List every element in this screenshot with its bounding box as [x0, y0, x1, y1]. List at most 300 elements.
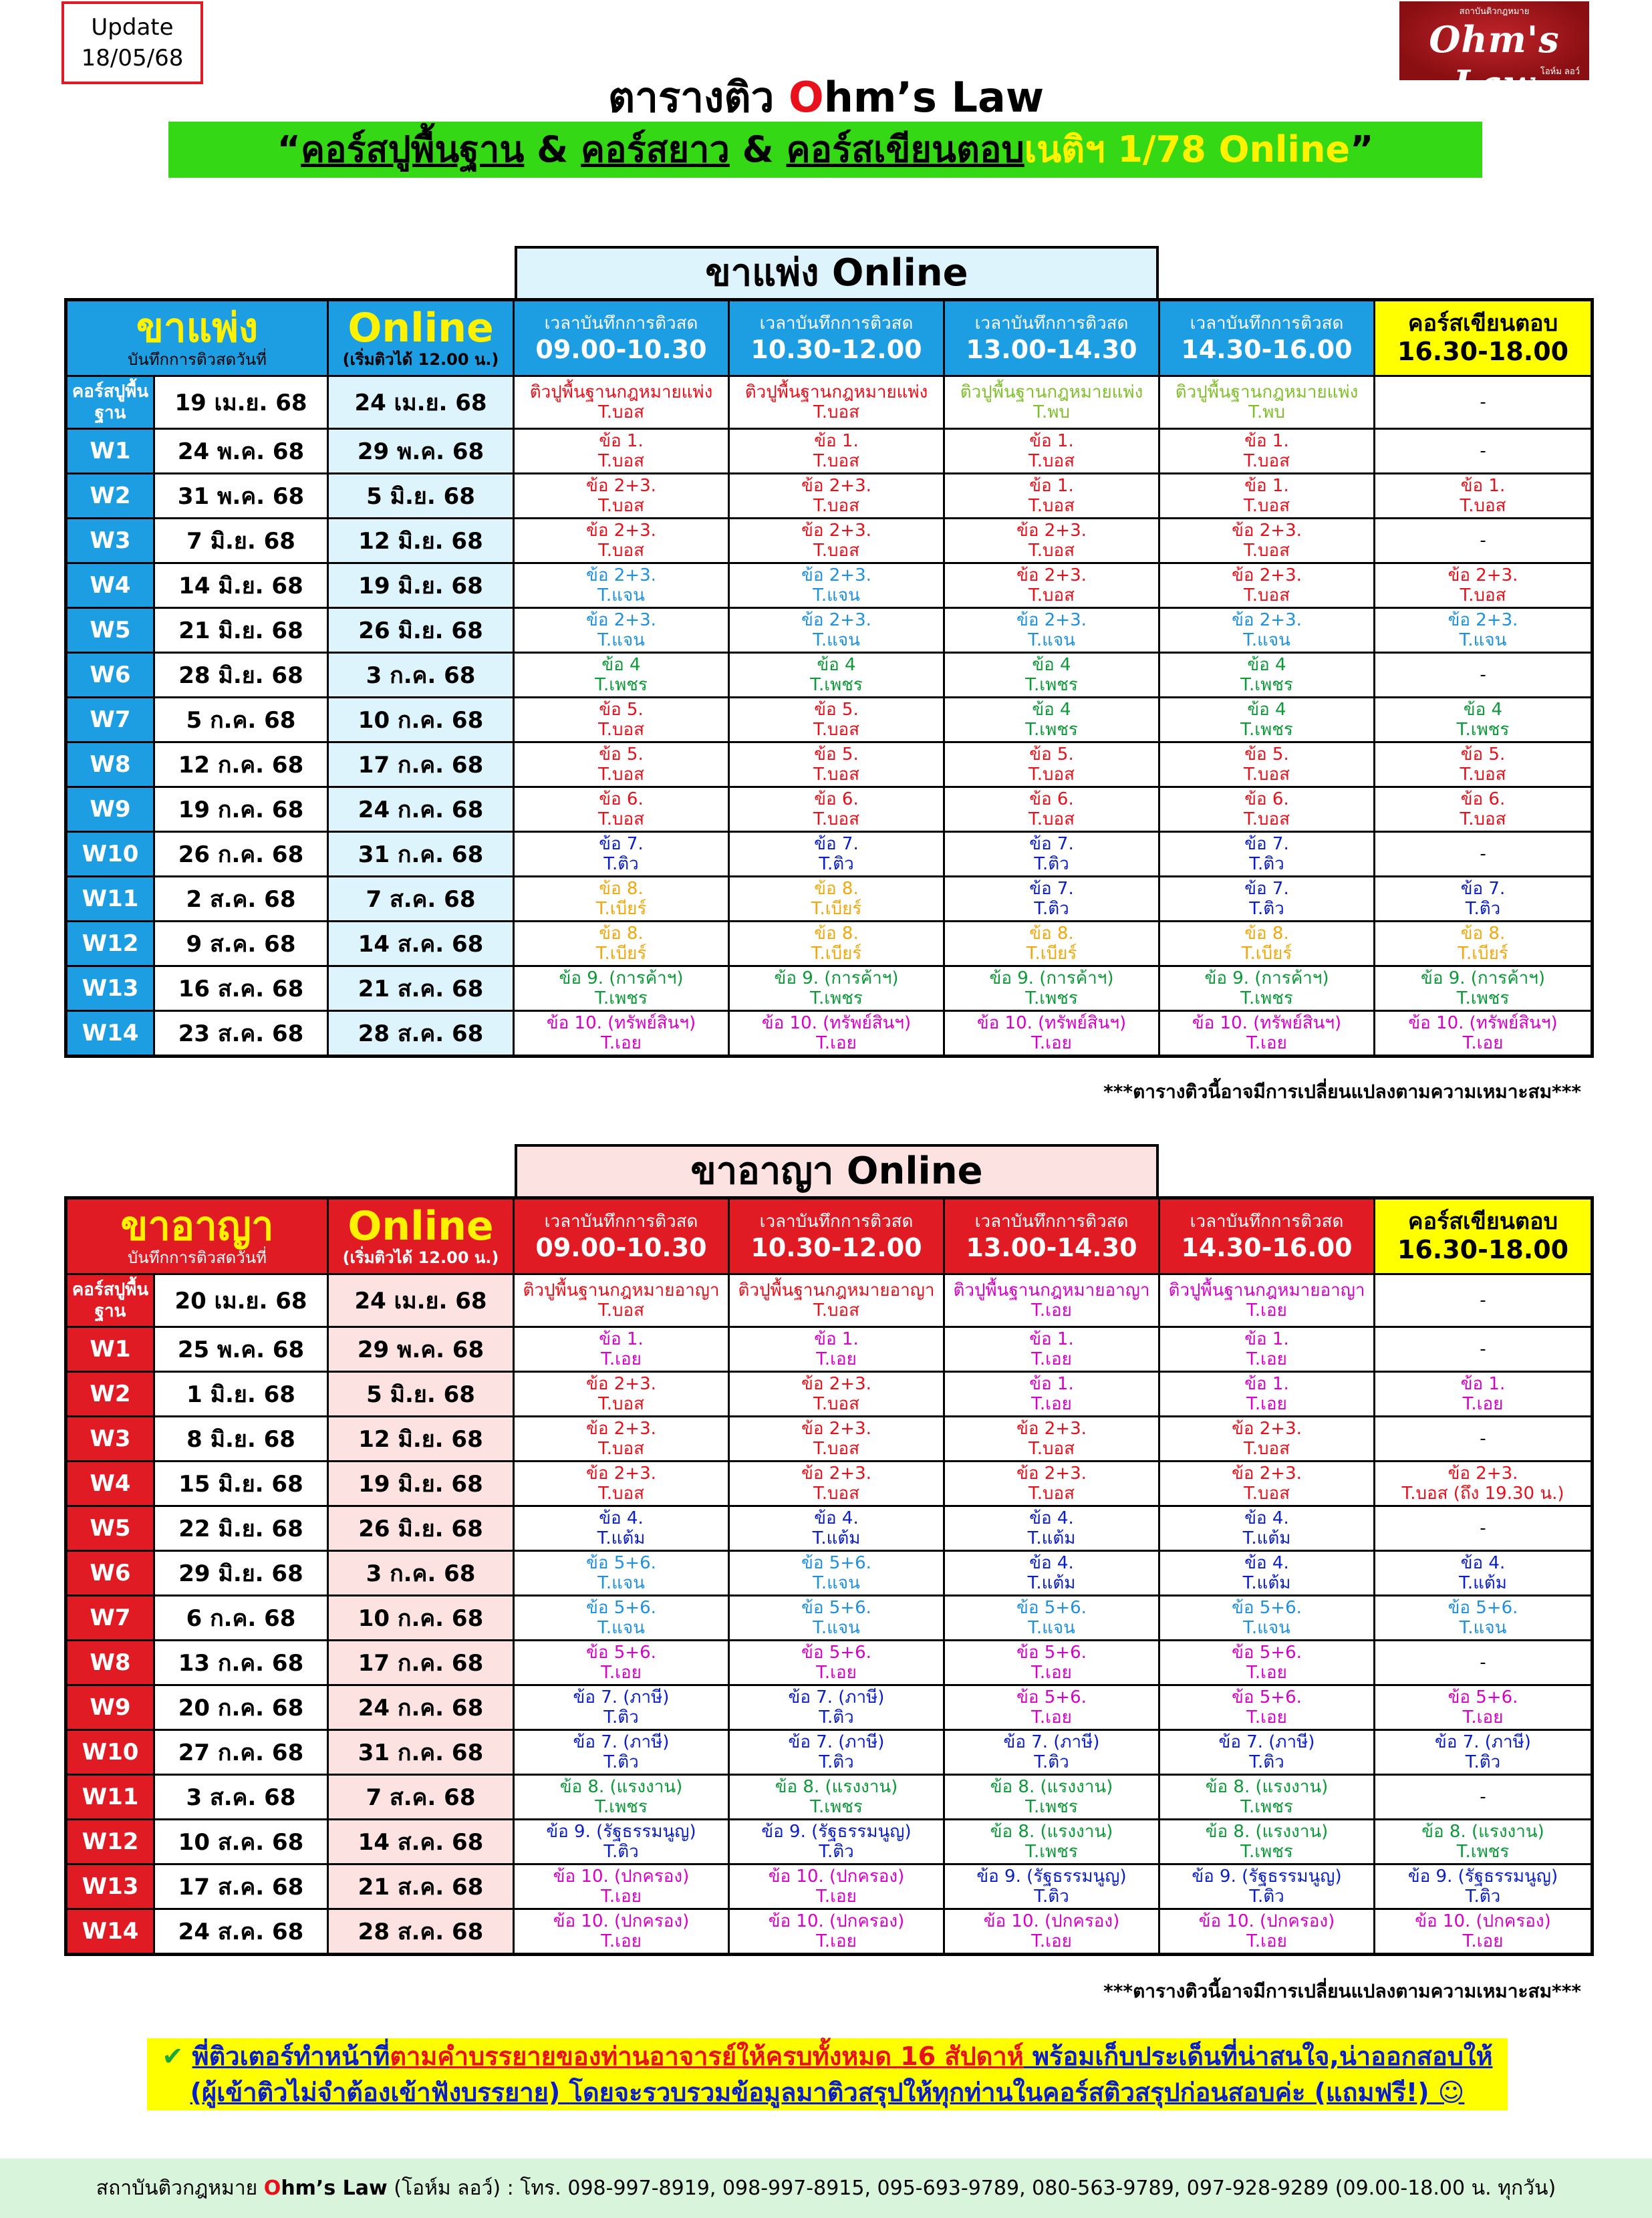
table-row	[66, 1551, 1593, 1596]
class-tutor: T.บอส	[813, 765, 860, 785]
class-tutor: T.ติว	[1034, 899, 1069, 919]
record-date: 23 ส.ค. 68	[154, 1011, 328, 1057]
civil-schedule-table	[64, 298, 1594, 1058]
class-cell	[514, 474, 729, 519]
class-tutor: T.บอส	[597, 402, 645, 422]
online-date: 7 ส.ค. 68	[328, 1775, 514, 1820]
civil-writing-course	[1375, 300, 1593, 376]
class-cell	[514, 832, 729, 877]
class-cell	[1159, 1864, 1375, 1909]
class-cell	[514, 742, 729, 787]
class-cell	[1159, 429, 1375, 474]
table-row	[66, 922, 1593, 966]
class-tutor: T.ติว	[1249, 1752, 1284, 1772]
class-topic: ข้อ 9. (รัฐธรรมนูญ)	[761, 1822, 912, 1842]
class-tutor: T.เบียร์	[1458, 944, 1508, 964]
online-date: 14 ส.ค. 68	[328, 922, 514, 966]
online-date: 19 มิ.ย. 68	[328, 1462, 514, 1506]
record-date: 14 มิ.ย. 68	[154, 563, 328, 608]
class-tutor: T.ติว	[603, 854, 639, 874]
record-date: 20 เม.ย. 68	[154, 1274, 328, 1327]
class-tutor: T.พบ	[1248, 402, 1285, 422]
week-label: W1	[66, 1327, 154, 1372]
class-topic: ข้อ 9. (การค้าฯ)	[774, 968, 899, 988]
class-topic: ข้อ 5+6.	[1232, 1687, 1302, 1707]
page-title	[0, 70, 1652, 126]
class-topic: ข้อ 8.	[1029, 924, 1074, 944]
record-date: 22 มิ.ย. 68	[154, 1506, 328, 1551]
class-tutor: T.แต้ม	[1242, 1573, 1291, 1593]
class-cell	[514, 1506, 729, 1551]
class-cell	[1375, 1685, 1593, 1730]
slot-time: 13.00-14.30	[966, 1233, 1137, 1262]
week-label: คอร์สปูพื้นฐาน	[66, 1274, 154, 1327]
class-cell	[1375, 474, 1593, 519]
record-date: 3 ส.ค. 68	[154, 1775, 328, 1820]
class-cell	[1159, 1417, 1375, 1462]
class-tutor: T.เอย	[1246, 1931, 1287, 1951]
table-row	[66, 1596, 1593, 1641]
class-cell	[514, 1685, 729, 1730]
class-cell	[1159, 922, 1375, 966]
table-row	[66, 429, 1593, 474]
class-tutor: T.แจน	[597, 630, 645, 650]
class-tutor: T.แจน	[1459, 630, 1507, 650]
subtitle-course-basic: คอร์สปูพื้นฐาน	[300, 128, 525, 170]
week-label: W14	[66, 1909, 154, 1955]
class-tutor: T.บอส	[597, 496, 645, 516]
class-cell	[944, 653, 1159, 698]
writing-time: 16.30-18.00	[1397, 1235, 1569, 1264]
class-topic: ข้อ 7. (ภาษี)	[1003, 1732, 1100, 1752]
class-tutor: T.บอส	[813, 402, 860, 422]
class-tutor: T.เอย	[601, 1663, 642, 1683]
week-label: W12	[66, 1820, 154, 1864]
class-topic: ข้อ 1.	[599, 1329, 644, 1349]
class-topic: ข้อ 9. (การค้าฯ)	[989, 968, 1114, 988]
class-cell	[514, 1864, 729, 1909]
class-cell	[729, 1506, 944, 1551]
empty-slot: -	[1375, 376, 1593, 429]
class-cell	[1375, 922, 1593, 966]
online-date: 21 ส.ค. 68	[328, 966, 514, 1011]
class-tutor: T.ติว	[1465, 1752, 1501, 1772]
class-cell	[1375, 1909, 1593, 1955]
class-tutor: T.เอย	[1246, 1707, 1287, 1727]
class-topic: ข้อ 9. (รัฐธรรมนูญ)	[1407, 1866, 1558, 1887]
class-topic: ข้อ 4	[1247, 655, 1286, 675]
criminal-slot-4	[1159, 1198, 1375, 1274]
slot-time: 09.00-10.30	[535, 1233, 707, 1262]
class-tutor: T.ติว	[603, 1707, 639, 1727]
class-tutor: T.เอย	[1031, 1300, 1072, 1321]
class-tutor: T.เพชร	[595, 675, 648, 695]
class-tutor: T.บอส	[1028, 1484, 1075, 1504]
empty-slot: -	[1375, 1274, 1593, 1327]
class-tutor: T.บอส	[1460, 585, 1506, 605]
class-cell	[944, 519, 1159, 563]
class-topic: ข้อ 1.	[814, 431, 859, 451]
announcement-text	[147, 2038, 1508, 2110]
class-cell	[1159, 1641, 1375, 1685]
class-tutor: T.ติว	[603, 1842, 639, 1862]
table-row	[66, 1641, 1593, 1685]
class-topic: ข้อ 10. (ปกครอง)	[1415, 1911, 1551, 1931]
class-tutor: T.ติว	[1034, 1752, 1069, 1772]
class-tutor: T.แจน	[597, 1573, 645, 1593]
class-tutor: T.บอส	[1028, 585, 1075, 605]
table-row	[66, 1327, 1593, 1372]
class-topic: ติวปูพื้นฐานกฎหมายแพ่ง	[960, 382, 1143, 402]
online-date: 24 เม.ย. 68	[328, 376, 514, 429]
announcement-part-2: ตามคำบรรยายของท่านอาจารย์ให้ครบทั้งหมด 16 สัปดาห์	[390, 2042, 1024, 2071]
class-tutor: T.เพชร	[1456, 1842, 1510, 1862]
class-cell	[1159, 1274, 1375, 1327]
class-tutor: T.แต้ม	[812, 1528, 861, 1548]
subtitle-course-writing: คอร์สเขียนตอบ	[786, 128, 1024, 170]
class-topic: ข้อ 9. (รัฐธรรมนูญ)	[546, 1822, 696, 1842]
class-topic: ข้อ 5+6.	[586, 1598, 656, 1618]
class-cell	[514, 1596, 729, 1641]
class-topic: ข้อ 8. (แรงงาน)	[1205, 1777, 1329, 1797]
class-cell	[944, 563, 1159, 608]
class-tutor: T.เพชร	[1456, 720, 1510, 740]
class-tutor: T.บอส	[1243, 765, 1290, 785]
criminal-group-title: ขาอาญา	[120, 1203, 274, 1250]
class-cell	[514, 1775, 729, 1820]
slot-label: เวลาบันทึกการติวสด	[544, 313, 698, 333]
class-tutor: T.บอส	[813, 451, 860, 471]
class-topic: ข้อ 9. (รัฐธรรมนูญ)	[976, 1866, 1127, 1887]
class-tutor: T.เบียร์	[811, 944, 862, 964]
class-topic: ข้อ 1.	[1244, 476, 1289, 496]
class-cell	[1159, 1506, 1375, 1551]
class-cell	[514, 1274, 729, 1327]
class-tutor: T.บอส	[597, 720, 645, 740]
class-topic: ข้อ 5.	[599, 700, 644, 720]
slot-label: เวลาบันทึกการติวสด	[759, 313, 914, 333]
criminal-online-title-cell	[328, 1198, 514, 1274]
class-cell	[1159, 698, 1375, 742]
class-cell	[1159, 474, 1375, 519]
criminal-record-sub: บันทึกการติวสดวันที่	[128, 1248, 267, 1267]
class-topic: ข้อ 9. (รัฐธรรมนูญ)	[1192, 1866, 1342, 1887]
class-tutor: T.เอย	[601, 1349, 642, 1369]
logo-institute: สถาบันติวกฎหมาย	[1459, 7, 1530, 17]
class-tutor: T.เอย	[1246, 1394, 1287, 1414]
class-cell	[1159, 1820, 1375, 1864]
class-tutor: T.พบ	[1033, 402, 1070, 422]
week-label: W6	[66, 1551, 154, 1596]
online-date: 14 ส.ค. 68	[328, 1820, 514, 1864]
online-date: 24 ก.ค. 68	[328, 787, 514, 832]
class-tutor: T.แจน	[1028, 1618, 1075, 1638]
class-cell	[729, 877, 944, 922]
class-tutor: T.บอส	[597, 1394, 645, 1414]
class-topic: ข้อ 5+6.	[801, 1553, 871, 1573]
class-cell	[1159, 1685, 1375, 1730]
class-cell	[1375, 563, 1593, 608]
empty-slot: -	[1375, 1327, 1593, 1372]
class-topic: ข้อ 7.	[1029, 879, 1074, 899]
week-label: W14	[66, 1011, 154, 1057]
civil-group-title: ขาแพ่ง	[136, 305, 259, 352]
criminal-writing-course	[1375, 1198, 1593, 1274]
class-tutor: T.เอย	[1031, 1663, 1072, 1683]
slot-label: เวลาบันทึกการติวสด	[1190, 313, 1344, 333]
class-tutor: T.แต้ม	[1027, 1528, 1076, 1548]
class-tutor: T.บอส	[1243, 496, 1290, 516]
table-row	[66, 1372, 1593, 1417]
update-date: 18/05/68	[81, 45, 184, 72]
class-topic: ข้อ 2+3.	[1016, 610, 1087, 630]
class-topic: ข้อ 2+3.	[801, 1464, 871, 1484]
class-cell	[1159, 1462, 1375, 1506]
class-topic: ข้อ 2+3.	[801, 610, 871, 630]
class-tutor: T.บอส	[597, 765, 645, 785]
class-tutor: T.บอส	[813, 1484, 860, 1504]
footer-brand-o: O	[263, 2177, 281, 2200]
table-row	[66, 966, 1593, 1011]
week-label: W7	[66, 1596, 154, 1641]
class-topic: ติวปูพื้นฐานกฎหมายอาญา	[523, 1280, 720, 1300]
record-date: 24 ส.ค. 68	[154, 1909, 328, 1955]
class-cell	[1375, 787, 1593, 832]
class-topic: ข้อ 1.	[1244, 431, 1289, 451]
record-date: 20 ก.ค. 68	[154, 1685, 328, 1730]
class-tutor: T.บอส	[813, 496, 860, 516]
slot-time: 10.30-12.00	[750, 335, 922, 364]
class-tutor: T.แจน	[597, 585, 645, 605]
announcement-part-1: พี่ติวเตอร์ทำหน้าที่	[192, 2042, 390, 2071]
class-cell	[1375, 966, 1593, 1011]
class-topic: ติวปูพื้นฐานกฎหมายแพ่ง	[744, 382, 928, 402]
class-tutor: T.บอส	[597, 541, 645, 561]
class-topic: ข้อ 2+3.	[801, 521, 871, 541]
class-tutor: T.บอส	[1028, 765, 1075, 785]
class-tutor: T.แต้ม	[1459, 1573, 1507, 1593]
class-tutor: T.ติว	[1465, 1887, 1501, 1907]
table-row	[66, 1417, 1593, 1462]
class-topic: ข้อ 5+6.	[801, 1598, 871, 1618]
class-topic: ข้อ 2+3.	[1016, 1464, 1087, 1484]
class-tutor: T.เพชร	[1025, 720, 1078, 740]
class-topic: ข้อ 7.	[1244, 834, 1289, 854]
class-tutor: T.บอส	[597, 451, 645, 471]
class-cell	[944, 742, 1159, 787]
class-topic: ข้อ 4.	[814, 1508, 859, 1528]
class-tutor: T.เพชร	[1025, 1797, 1078, 1817]
record-date: 15 มิ.ย. 68	[154, 1462, 328, 1506]
class-topic: ข้อ 6.	[1244, 789, 1289, 809]
class-topic: ข้อ 1.	[1029, 431, 1074, 451]
record-date: 21 มิ.ย. 68	[154, 608, 328, 653]
online-date: 28 ส.ค. 68	[328, 1011, 514, 1057]
class-cell	[729, 429, 944, 474]
slot-time: 09.00-10.30	[535, 335, 707, 364]
class-cell	[1159, 1372, 1375, 1417]
class-tutor: T.เอย	[1031, 1394, 1072, 1414]
class-tutor: T.ติว	[1249, 899, 1284, 919]
class-cell	[1375, 1551, 1593, 1596]
class-tutor: T.เอย	[1462, 1931, 1504, 1951]
class-tutor: T.แต้ม	[597, 1528, 646, 1548]
class-tutor: T.เบียร์	[1241, 944, 1292, 964]
record-date: 28 มิ.ย. 68	[154, 653, 328, 698]
class-topic: ข้อ 10. (ปกครอง)	[768, 1866, 905, 1887]
class-topic: ข้อ 8. (แรงงาน)	[990, 1777, 1113, 1797]
class-cell	[944, 474, 1159, 519]
class-cell	[729, 608, 944, 653]
class-cell	[1375, 1730, 1593, 1775]
slot-label: เวลาบันทึกการติวสด	[974, 1212, 1129, 1232]
class-cell	[729, 787, 944, 832]
class-cell	[944, 1417, 1159, 1462]
table-row	[66, 653, 1593, 698]
class-tutor: T.บอส	[813, 720, 860, 740]
record-date: 25 พ.ค. 68	[154, 1327, 328, 1372]
class-cell	[514, 608, 729, 653]
civil-slot-2	[729, 300, 944, 376]
class-topic: ข้อ 4.	[1029, 1508, 1074, 1528]
empty-slot: -	[1375, 1417, 1593, 1462]
class-cell	[514, 787, 729, 832]
online-date: 31 ก.ค. 68	[328, 1730, 514, 1775]
class-cell	[1159, 1730, 1375, 1775]
empty-slot: -	[1375, 429, 1593, 474]
class-tutor: T.เอย	[816, 1033, 857, 1053]
class-topic: ข้อ 5+6.	[801, 1643, 871, 1663]
week-label: W5	[66, 1506, 154, 1551]
class-topic: ข้อ 5+6.	[1016, 1687, 1087, 1707]
announcement-part-3: พร้อมเก็บประเด็นที่น่าสนใจ,น่าออกสอบให้	[1023, 2042, 1493, 2071]
class-topic: ข้อ 4	[1463, 700, 1503, 720]
class-topic: ข้อ 2+3.	[586, 476, 656, 496]
class-tutor: T.เพชร	[1240, 988, 1293, 1008]
class-topic: ติวปูพื้นฐานกฎหมายอาญา	[953, 1280, 1150, 1300]
record-date: 9 ส.ค. 68	[154, 922, 328, 966]
class-cell	[944, 698, 1159, 742]
class-tutor: T.เอย	[816, 1663, 857, 1683]
class-tutor: T.เอย	[601, 1887, 642, 1907]
subtitle-session: เนติฯ 1/78 Online	[1024, 128, 1351, 170]
table-row	[66, 474, 1593, 519]
class-tutor: T.ติว	[1034, 854, 1069, 874]
table-row	[66, 1909, 1593, 1955]
class-cell	[944, 1909, 1159, 1955]
class-topic: ข้อ 8.	[1244, 924, 1289, 944]
class-cell	[1159, 608, 1375, 653]
week-label: W2	[66, 1372, 154, 1417]
class-cell	[1159, 966, 1375, 1011]
table-row	[66, 1864, 1593, 1909]
class-tutor: T.ติว	[603, 1752, 639, 1772]
class-topic: ข้อ 2+3.	[1016, 1419, 1087, 1439]
announcement-line-2: (ผู้เข้าติวไม่จำต้องเข้าฟังบรรยาย) โดยจะรวบรวมข้อมูลมาติวสรุปให้ทุกท่านในคอร์สติวสรุปก่อนสอบค่ะ (แถมฟรี!) ☺	[190, 2078, 1465, 2107]
class-tutor: T.ติว	[819, 1752, 854, 1772]
class-cell	[514, 1551, 729, 1596]
week-label: W10	[66, 1730, 154, 1775]
class-tutor: T.บอส	[1243, 451, 1290, 471]
class-cell	[514, 376, 729, 429]
class-topic: ข้อ 4.	[599, 1508, 644, 1528]
civil-slot-4	[1159, 300, 1375, 376]
online-date: 10 ก.ค. 68	[328, 698, 514, 742]
class-tutor: T.เอย	[1031, 1349, 1072, 1369]
table-row	[66, 877, 1593, 922]
class-tutor: T.เอย	[1246, 1300, 1287, 1321]
online-date: 26 มิ.ย. 68	[328, 1506, 514, 1551]
class-topic: ข้อ 2+3.	[801, 565, 871, 585]
civil-schedule-note: ***ตารางติวนี้อาจมีการเปลี่ยนแปลงตามความเหมาะสม***	[1103, 1081, 1581, 1103]
class-cell	[729, 1820, 944, 1864]
class-tutor: T.แจน	[813, 630, 860, 650]
online-date: 24 ก.ค. 68	[328, 1685, 514, 1730]
class-topic: ข้อ 8. (แรงงาน)	[559, 1777, 683, 1797]
empty-slot: -	[1375, 1506, 1593, 1551]
class-tutor: T.บอส	[597, 809, 645, 829]
class-topic: ข้อ 5+6.	[1016, 1643, 1087, 1663]
week-label: W3	[66, 1417, 154, 1462]
week-label: W12	[66, 922, 154, 966]
criminal-online-sub: (เริ่มติวได้ 12.00 น.)	[342, 1248, 499, 1267]
class-topic: ข้อ 5.	[814, 744, 859, 765]
class-topic: ติวปูพื้นฐานกฎหมายแพ่ง	[1175, 382, 1359, 402]
class-cell	[729, 966, 944, 1011]
table-row	[66, 742, 1593, 787]
class-cell	[1375, 1462, 1593, 1506]
class-topic: ข้อ 6.	[1460, 789, 1506, 809]
logo-sub: โอห์ม ลอว์	[1540, 67, 1580, 77]
class-topic: ข้อ 1.	[1029, 1329, 1074, 1349]
class-tutor: T.เพชร	[810, 988, 863, 1008]
table-row	[66, 1820, 1593, 1864]
class-topic: ข้อ 2+3.	[1016, 521, 1087, 541]
class-cell	[514, 519, 729, 563]
criminal-online-title: Online	[348, 1203, 494, 1250]
class-cell	[1159, 832, 1375, 877]
class-tutor: T.บอส	[1460, 765, 1506, 785]
class-topic: ข้อ 2+3.	[586, 521, 656, 541]
table-row	[66, 698, 1593, 742]
civil-slot-1	[514, 300, 729, 376]
class-cell	[514, 877, 729, 922]
class-topic: ข้อ 5+6.	[1232, 1598, 1302, 1618]
class-cell	[729, 1641, 944, 1685]
class-topic: ข้อ 5+6.	[586, 1553, 656, 1573]
class-tutor: T.แจน	[1459, 1618, 1507, 1638]
class-tutor: T.เอย	[601, 1033, 642, 1053]
online-date: 29 พ.ค. 68	[328, 429, 514, 474]
class-cell	[729, 1685, 944, 1730]
class-topic: ติวปูพื้นฐานกฎหมายอาญา	[738, 1280, 935, 1300]
class-tutor: T.เพชร	[810, 1797, 863, 1817]
week-label: W7	[66, 698, 154, 742]
class-cell	[1159, 653, 1375, 698]
class-cell	[729, 832, 944, 877]
record-date: 1 มิ.ย. 68	[154, 1372, 328, 1417]
table-row	[66, 787, 1593, 832]
week-label: W1	[66, 429, 154, 474]
class-tutor: T.ติว	[819, 1707, 854, 1727]
class-tutor: T.เบียร์	[1026, 944, 1077, 964]
record-date: 19 ก.ค. 68	[154, 787, 328, 832]
class-topic: ข้อ 2+3.	[586, 1419, 656, 1439]
record-date: 8 มิ.ย. 68	[154, 1417, 328, 1462]
class-tutor: T.เพชร	[1025, 988, 1078, 1008]
title-brand-o: O	[789, 73, 824, 122]
subtitle-open-quote: “	[277, 128, 301, 170]
